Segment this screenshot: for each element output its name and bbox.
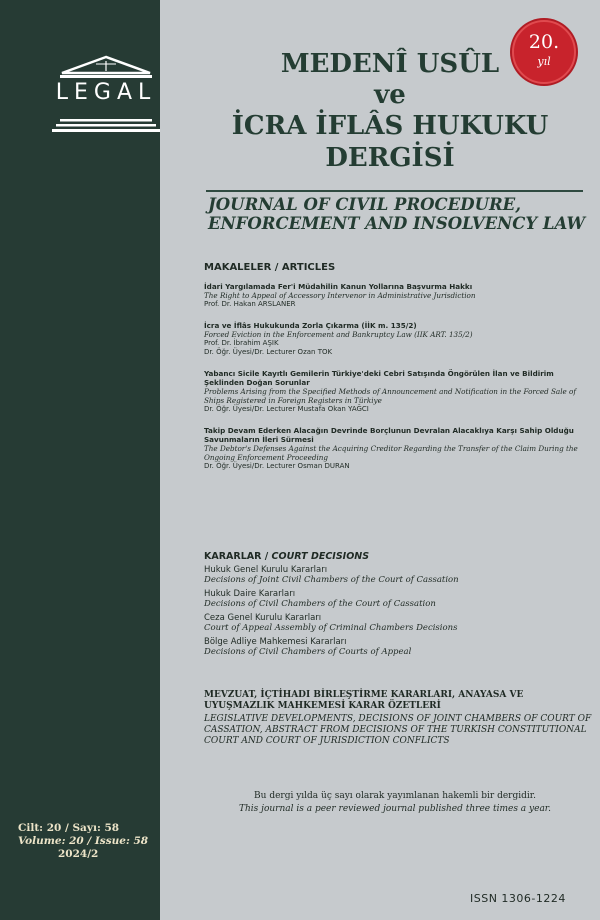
title-line-2: ve bbox=[374, 80, 406, 110]
volume-info bbox=[18, 822, 148, 861]
article-author: Prof. Dr. İbrahim AŞIK bbox=[204, 339, 279, 347]
volume-date: 2024/2 bbox=[58, 848, 99, 860]
review-note-tr: Bu dergi yılda üç sayı olarak yayımlanan hakemli bir dergidir. bbox=[254, 791, 536, 801]
volume-en: Volume: 20 / Issue: 58 bbox=[18, 835, 149, 847]
title-line-3: İCRA İFLÂS HUKUKU bbox=[231, 111, 549, 141]
title-line-4: DERGİSİ bbox=[325, 143, 455, 173]
badge-number: 20. bbox=[528, 31, 560, 53]
article-author: Dr. Öğr. Üyesi/Dr. Lecturer Mustafa Okan YAĞCI bbox=[204, 405, 369, 413]
decision-en: Court of Appeal Assembly of Criminal Chambers Decisions bbox=[204, 623, 458, 633]
legislation-section bbox=[204, 690, 594, 747]
article-title-tr: Yabancı Sicile Kayıtlı Gemilerin Türkiye'deki Cebri Satışında Öngörülen İlan ve Bildirim Şeklinden Doğan Sorunlar bbox=[204, 369, 554, 387]
articles-section bbox=[204, 262, 584, 471]
english-title-line-2: ENFORCEMENT AND INSOLVENCY LAW bbox=[208, 214, 586, 233]
article-title-tr: İcra ve İflâs Hukukunda Zorla Çıkarma (İİK m. 135/2) bbox=[204, 321, 417, 330]
article-item bbox=[204, 426, 584, 471]
badge-label: yıl bbox=[537, 55, 551, 68]
decisions-heading-en: COURT DECISIONS bbox=[271, 551, 370, 562]
articles-heading: MAKALELER / ARTICLES bbox=[204, 262, 336, 273]
legal-logo bbox=[52, 55, 160, 135]
article-item bbox=[204, 369, 584, 414]
decision-tr: Hukuk Genel Kurulu Kararları bbox=[204, 565, 328, 575]
article-title-en: Problems Arising from the Specified Methods of Announcement and Notification in the Forced Sale of Ships Registered in Foreign Registers in Türkiye bbox=[204, 387, 577, 405]
logo-text: LEGAL bbox=[55, 80, 157, 105]
decision-tr: Ceza Genel Kurulu Kararları bbox=[204, 613, 322, 623]
decision-en: Decisions of Civil Chambers of Courts of Appeal bbox=[204, 647, 412, 657]
article-item bbox=[204, 282, 584, 309]
cover-spine bbox=[0, 0, 160, 920]
english-title-line-1: JOURNAL OF CIVIL PROCEDURE, bbox=[208, 195, 521, 214]
article-item bbox=[204, 321, 584, 357]
legislation-tr: MEVZUAT, İÇTİHADI BİRLEŞTİRME KARARLARI, ANAYASA VE UYUŞMAZLIK MAHKEMESİ KARAR ÖZETLERİ bbox=[204, 690, 524, 711]
article-title-en: The Debtor's Defenses Against the Acquiring Creditor Regarding the Transfer of the Claim During the Ongoing Enforcement Proceeding bbox=[204, 444, 578, 462]
title-divider bbox=[206, 190, 583, 192]
review-note-en: This journal is a peer reviewed journal published three times a year. bbox=[239, 804, 551, 814]
article-author: Prof. Dr. Hakan ARSLANER bbox=[204, 300, 296, 308]
decisions-heading-tr: KARARLAR / bbox=[204, 551, 272, 562]
decisions-heading bbox=[204, 551, 584, 562]
journal-title bbox=[190, 48, 590, 174]
article-title-tr: İdari Yargılamada Fer'i Müdahilin Kanun Yollarına Başvurma Hakkı bbox=[204, 282, 473, 291]
article-author: Dr. Öğr. Üyesi/Dr. Lecturer Ozan TOK bbox=[204, 348, 333, 356]
english-title bbox=[208, 195, 588, 233]
legislation-en: LEGISLATIVE DEVELOPMENTS, DECISIONS OF JOINT CHAMBERS OF COURT OF CASSATION, ABSTRACT FROM DECISIONS OF THE TURKISH CONSTITUTIONAL COURT AND COURT OF JURISDICTION CONFLICTS bbox=[204, 714, 592, 746]
article-author: Dr. Öğr. Üyesi/Dr. Lecturer Osman DURAN bbox=[204, 462, 350, 470]
issn-number: ISSN 1306-1224 bbox=[470, 892, 566, 905]
article-title-en: The Right to Appeal of Accessory Intervenor in Administrative Jurisdiction bbox=[204, 291, 476, 300]
decision-tr: Hukuk Daire Kararları bbox=[204, 589, 296, 599]
decision-en: Decisions of Joint Civil Chambers of the Court of Cassation bbox=[204, 575, 459, 585]
article-title-tr: Takip Devam Ederken Alacağın Devrinde Borçlunun Devralan Alacaklıya Karşı Sahip Olduğu Savunmaların İleri Sürmesi bbox=[204, 426, 574, 444]
article-title-en: Forced Eviction in the Enforcement and Bankruptcy Law (IIK ART. 135/2) bbox=[204, 330, 473, 339]
review-note bbox=[190, 790, 600, 816]
volume-tr: Cilt: 20 / Sayı: 58 bbox=[18, 822, 120, 834]
decision-en: Decisions of Civil Chambers of the Court of Cassation bbox=[204, 599, 436, 609]
decision-tr: Bölge Adliye Mahkemesi Kararları bbox=[204, 637, 347, 647]
title-line-1: MEDENÎ USÛL bbox=[280, 49, 500, 79]
decisions-section bbox=[204, 551, 584, 658]
